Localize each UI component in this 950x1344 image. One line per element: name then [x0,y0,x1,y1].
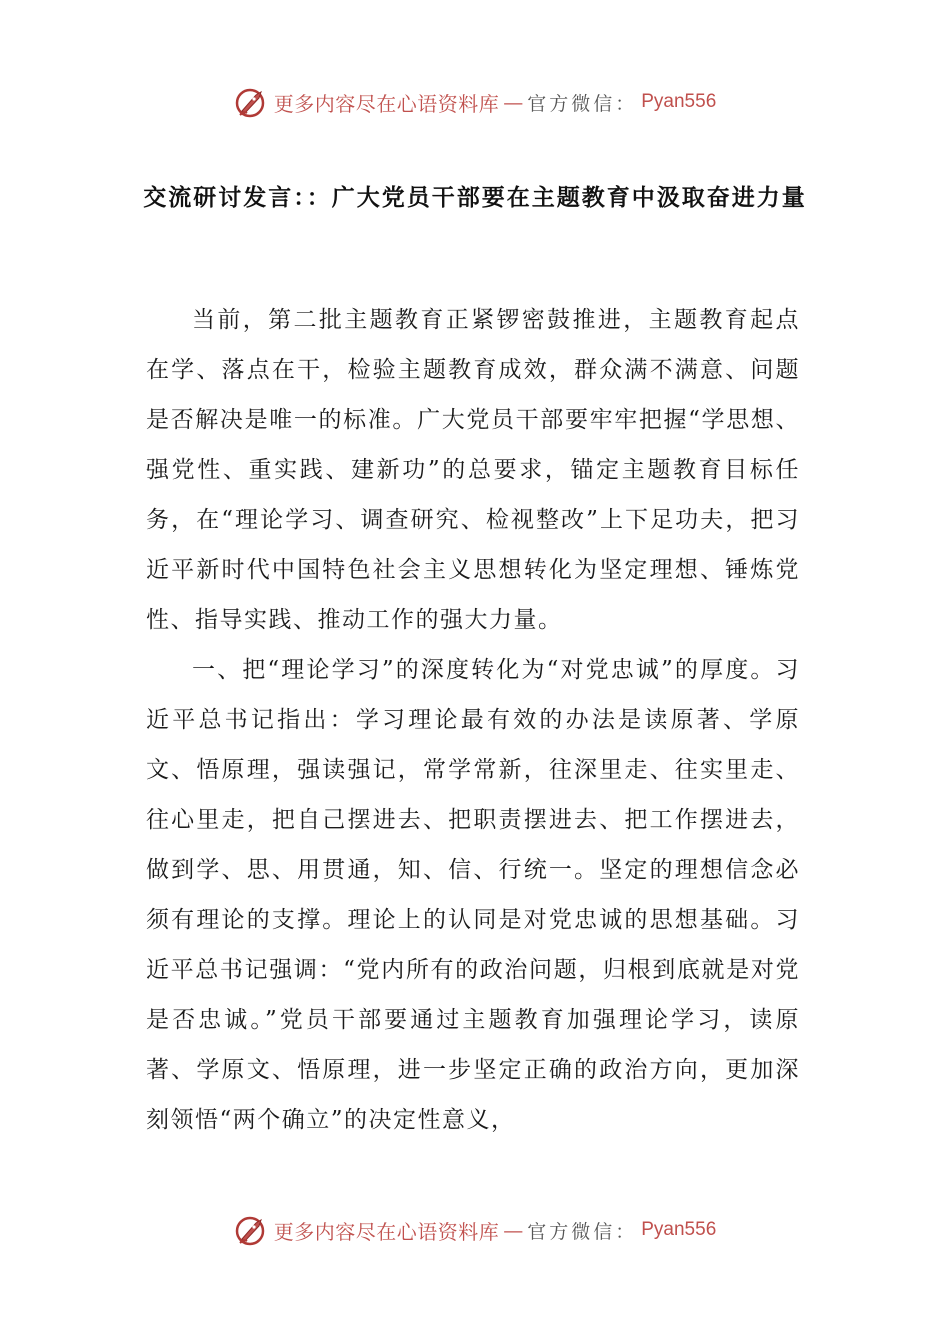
watermark-site-text: 更多内容尽在心语资料库 [273,1219,500,1244]
watermark-wechat-label: 官方微信： [527,1220,638,1243]
watermark-wechat-label: 官方微信： [527,92,638,115]
pen-nib-logo-icon [234,1212,270,1248]
paragraph: 当前，第二批主题教育正紧锣密鼓推进，主题教育起点在学、落点在干，检验主题教育成效，群众满不满意、问题是否解决是唯一的标准。广大党员干部要牢牢把握“学思想、强党性、重实践、建新功”的总要求，锚定主题教育目标任务，在“理论学习、调查研究、检视整改”上下足功夫，把习近平新时代中国特色社会主义思想转化为坚定理想、锤炼党性、指导实践、推动工作的强大力量。 [146,307,800,633]
watermark-wechat-id: Pyan556 [641,91,717,112]
watermark-banner-top [0,82,950,122]
document-title: 交流研讨发言：：广大党员干部要在主题教育中汲取奋进力量 [143,185,807,211]
watermark-site-text: 更多内容尽在心语资料库 [273,91,500,116]
document-body [146,295,800,1145]
watermark-dash: — [503,90,524,114]
pen-nib-logo-icon [234,84,270,120]
watermark-wechat-id: Pyan556 [641,1219,717,1240]
paragraph: 一、把“理论学习”的深度转化为“对党忠诚”的厚度。习近平总书记指出：学习理论最有效的办法是读原著、学原文、悟原理，强读强记，常学常新，往深里走、往实里走、往心里走，把自己摆进去、把职责摆进去、把工作摆进去，做到学、思、用贯通，知、信、行统一。坚定的理想信念必须有理论的支撑。理论上的认同是对党忠诚的思想基础。习近平总书记强调：“党内所有的政治问题，归根到底就是对党是否忠诚。”党员干部要通过主题教育加强理论学习，读原著、学原文、悟原理，进一步坚定正确的政治方向，更加深刻领悟“两个确立”的决定性意义， [146,657,800,1133]
watermark-dash: — [503,1218,524,1242]
watermark-banner-bottom [0,1210,950,1250]
